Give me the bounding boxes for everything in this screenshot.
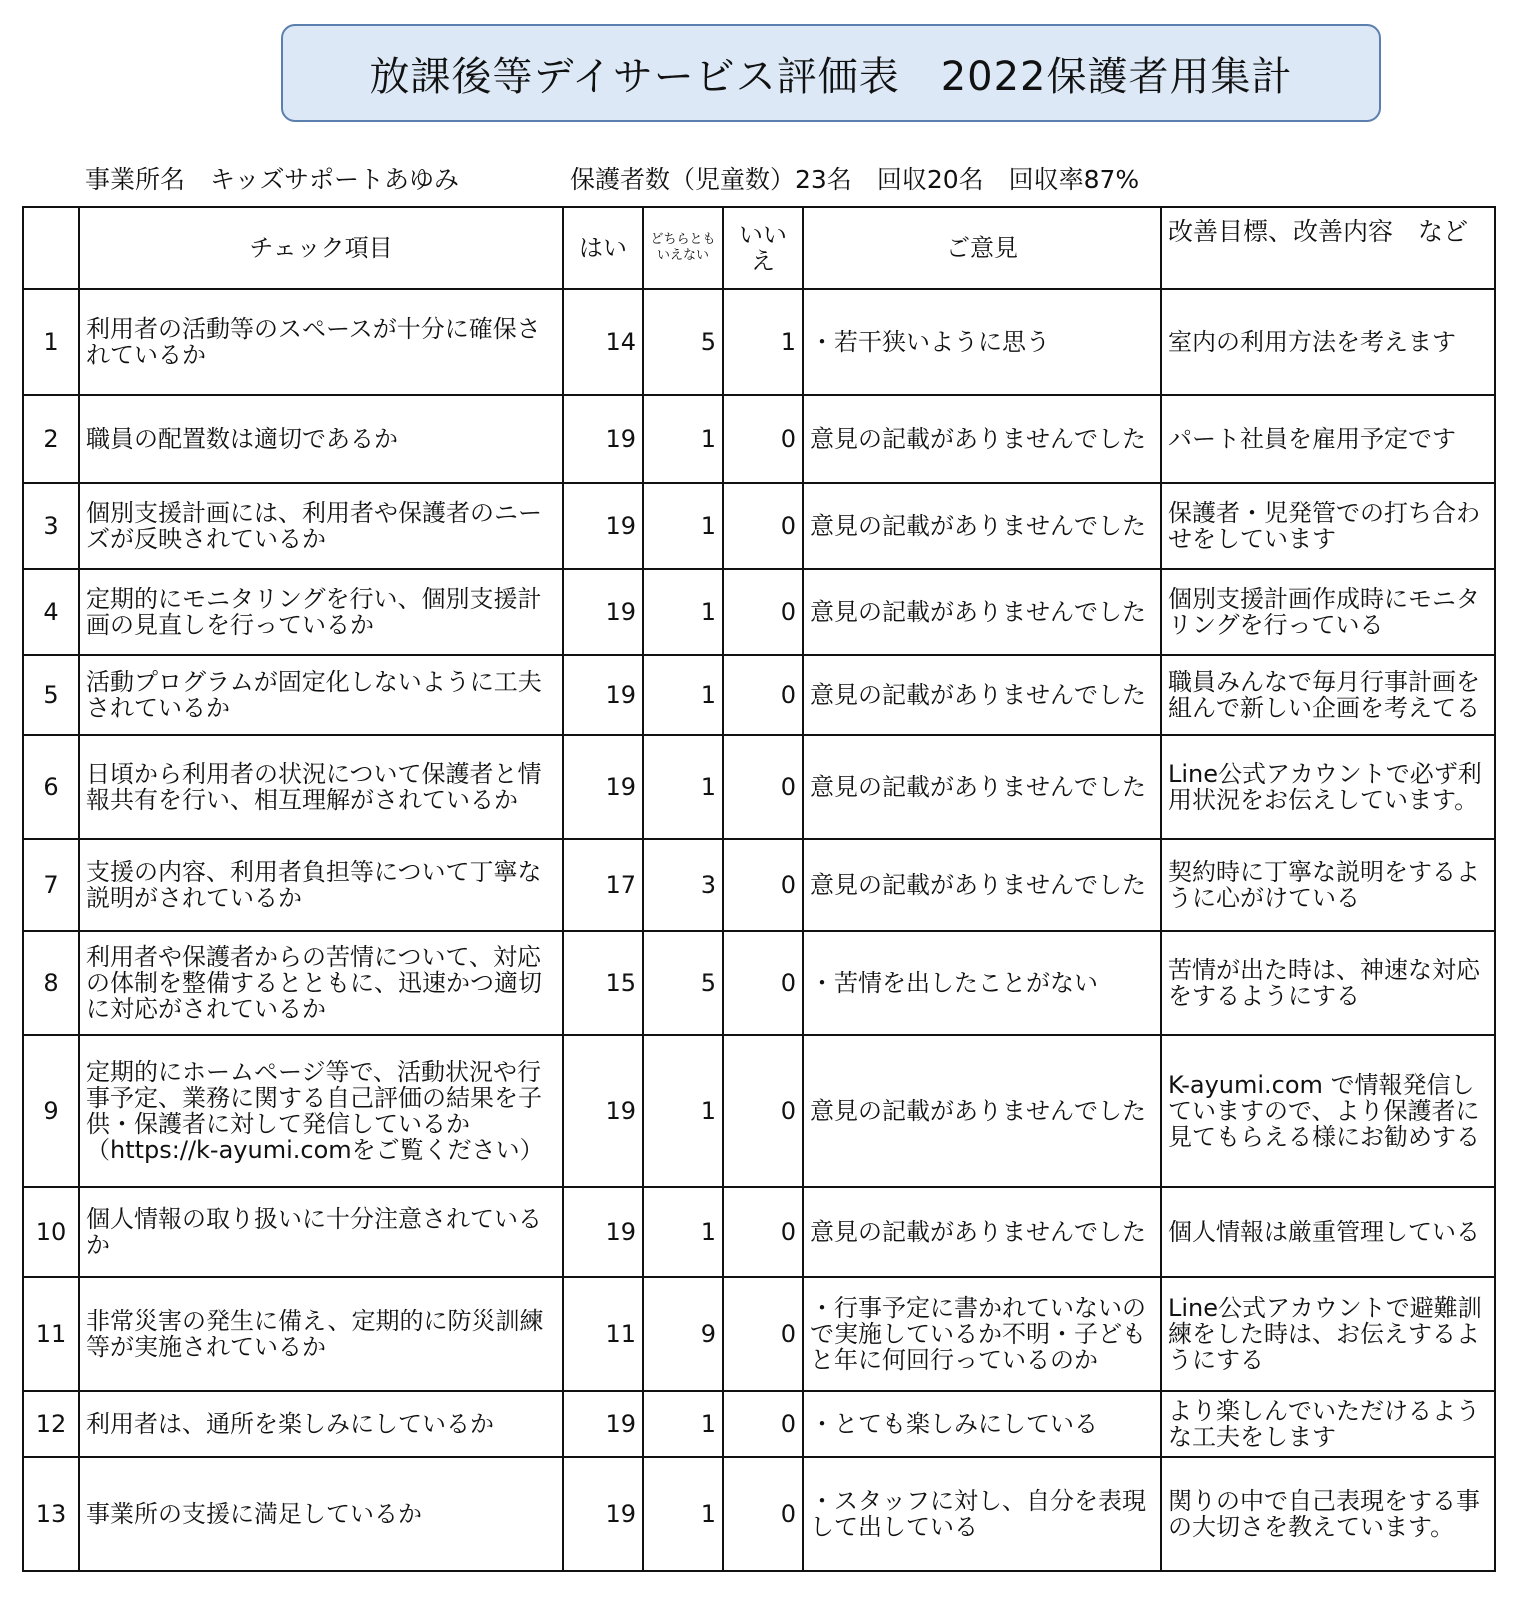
header-neither: どちらとも いえない xyxy=(643,207,723,289)
opinion: ・苦情を出したことがない xyxy=(803,931,1161,1035)
yes-count: 19 xyxy=(563,735,643,839)
neither-count: 9 xyxy=(643,1277,723,1391)
header-check-item: チェック項目 xyxy=(79,207,563,289)
opinion: ・若干狭いように思う xyxy=(803,289,1161,395)
row-number: 9 xyxy=(23,1035,79,1187)
yes-count: 14 xyxy=(563,289,643,395)
yes-count: 19 xyxy=(563,1035,643,1187)
improvement: 苦情が出た時は、神速な対応をするようにする xyxy=(1161,931,1495,1035)
table-row xyxy=(23,655,1495,735)
improvement: パート社員を雇用予定です xyxy=(1161,395,1495,483)
no-count: 0 xyxy=(723,655,803,735)
row-number: 13 xyxy=(23,1457,79,1571)
check-item: 職員の配置数は適切であるか xyxy=(79,395,563,483)
row-number: 11 xyxy=(23,1277,79,1391)
no-count: 0 xyxy=(723,931,803,1035)
check-item: 定期的にモニタリングを行い、個別支援計画の見直しを行っているか xyxy=(79,569,563,655)
neither-count: 1 xyxy=(643,395,723,483)
check-item: 利用者や保護者からの苦情について、対応の体制を整備するとともに、迅速かつ適切に対応がされているか xyxy=(79,931,563,1035)
check-item: 定期的にホームページ等で、活動状況や行事予定、業務に関する自己評価の結果を子供・保護者に対して発信しているか（https://k-ayumi.comをご覧ください） xyxy=(79,1035,563,1187)
no-count: 0 xyxy=(723,1277,803,1391)
opinion: 意見の記載がありませんでした xyxy=(803,1035,1161,1187)
evaluation-table xyxy=(22,206,1496,1572)
yes-count: 17 xyxy=(563,839,643,931)
check-item: 事業所の支援に満足しているか xyxy=(79,1457,563,1571)
improvement: 職員みんなで毎月行事計画を組んで新しい企画を考えてる xyxy=(1161,655,1495,735)
improvement: 個別支援計画作成時にモニタリングを行っている xyxy=(1161,569,1495,655)
row-number: 3 xyxy=(23,483,79,569)
yes-count: 19 xyxy=(563,1391,643,1457)
header-improvement: 改善目標、改善内容 など xyxy=(1161,207,1495,289)
yes-count: 19 xyxy=(563,1457,643,1571)
neither-count: 1 xyxy=(643,1457,723,1571)
improvement: 個人情報は厳重管理している xyxy=(1161,1187,1495,1277)
improvement: 保護者・児発管での打ち合わせをしています xyxy=(1161,483,1495,569)
opinion: 意見の記載がありませんでした xyxy=(803,735,1161,839)
yes-count: 19 xyxy=(563,395,643,483)
neither-count: 5 xyxy=(643,931,723,1035)
table-row xyxy=(23,735,1495,839)
header-opinion: ご意見 xyxy=(803,207,1161,289)
table-row xyxy=(23,289,1495,395)
yes-count: 19 xyxy=(563,483,643,569)
improvement: 契約時に丁寧な説明をするように心がけている xyxy=(1161,839,1495,931)
table-row xyxy=(23,1035,1495,1187)
neither-count: 1 xyxy=(643,483,723,569)
neither-count: 1 xyxy=(643,569,723,655)
yes-count: 19 xyxy=(563,569,643,655)
yes-count: 15 xyxy=(563,931,643,1035)
improvement: Line公式アカウントで必ず利用状況をお伝えしています。 xyxy=(1161,735,1495,839)
neither-count: 3 xyxy=(643,839,723,931)
table-row xyxy=(23,1391,1495,1457)
table-row xyxy=(23,839,1495,931)
table-row xyxy=(23,1277,1495,1391)
neither-count: 5 xyxy=(643,289,723,395)
no-count: 0 xyxy=(723,483,803,569)
improvement: 室内の利用方法を考えます xyxy=(1161,289,1495,395)
neither-count: 1 xyxy=(643,1187,723,1277)
row-number: 2 xyxy=(23,395,79,483)
opinion: 意見の記載がありませんでした xyxy=(803,839,1161,931)
title-box xyxy=(281,24,1381,122)
improvement: Line公式アカウントで避難訓練をした時は、お伝えするようにする xyxy=(1161,1277,1495,1391)
yes-count: 11 xyxy=(563,1277,643,1391)
row-number: 8 xyxy=(23,931,79,1035)
table-row xyxy=(23,569,1495,655)
yes-count: 19 xyxy=(563,655,643,735)
opinion: ・スタッフに対し、自分を表現して出している xyxy=(803,1457,1161,1571)
table-row xyxy=(23,483,1495,569)
row-number: 10 xyxy=(23,1187,79,1277)
opinion: 意見の記載がありませんでした xyxy=(803,569,1161,655)
table-row xyxy=(23,931,1495,1035)
check-item: 支援の内容、利用者負担等について丁寧な説明がされているか xyxy=(79,839,563,931)
row-number: 1 xyxy=(23,289,79,395)
check-item: 個別支援計画には、利用者や保護者のニーズが反映されているか xyxy=(79,483,563,569)
neither-count: 1 xyxy=(643,735,723,839)
improvement: 関りの中で自己表現をする事の大切さを教えています。 xyxy=(1161,1457,1495,1571)
table-row xyxy=(23,1457,1495,1571)
improvement: K-ayumi.com で情報発信していますので、より保護者に見てもらえる様にお勧めする xyxy=(1161,1035,1495,1187)
row-number: 7 xyxy=(23,839,79,931)
no-count: 0 xyxy=(723,839,803,931)
response-stats: 保護者数（児童数）23名 回収20名 回収率87% xyxy=(570,165,1140,194)
opinion: ・とても楽しみにしている xyxy=(803,1391,1161,1457)
neither-count: 1 xyxy=(643,1391,723,1457)
row-number: 4 xyxy=(23,569,79,655)
check-item: 活動プログラムが固定化しないように工夫されているか xyxy=(79,655,563,735)
row-number: 6 xyxy=(23,735,79,839)
row-number: 12 xyxy=(23,1391,79,1457)
check-item: 非常災害の発生に備え、定期的に防災訓練等が実施されているか xyxy=(79,1277,563,1391)
improvement: より楽しんでいただけるような工夫をします xyxy=(1161,1391,1495,1457)
no-count: 0 xyxy=(723,395,803,483)
no-count: 0 xyxy=(723,1035,803,1187)
check-item: 利用者は、通所を楽しみにしているか xyxy=(79,1391,563,1457)
check-item: 利用者の活動等のスペースが十分に確保されているか xyxy=(79,289,563,395)
table-row xyxy=(23,1187,1495,1277)
header-yes: はい xyxy=(563,207,643,289)
neither-count: 1 xyxy=(643,1035,723,1187)
opinion: 意見の記載がありませんでした xyxy=(803,483,1161,569)
no-count: 0 xyxy=(723,1187,803,1277)
office-name: 事業所名 キッズサポートあゆみ xyxy=(85,165,460,194)
neither-count: 1 xyxy=(643,655,723,735)
check-item: 日頃から利用者の状況について保護者と情報共有を行い、相互理解がされているか xyxy=(79,735,563,839)
no-count: 1 xyxy=(723,289,803,395)
no-count: 0 xyxy=(723,1457,803,1571)
no-count: 0 xyxy=(723,569,803,655)
no-count: 0 xyxy=(723,1391,803,1457)
header-no xyxy=(23,207,79,289)
check-item: 個人情報の取り扱いに十分注意されているか xyxy=(79,1187,563,1277)
page-title: 放課後等デイサービス評価表 2022保護者用集計 xyxy=(369,53,1293,100)
header-row xyxy=(23,207,1495,289)
opinion: 意見の記載がありませんでした xyxy=(803,1187,1161,1277)
opinion: 意見の記載がありませんでした xyxy=(803,655,1161,735)
opinion: ・行事予定に書かれていないので実施しているか不明・子どもと年に何回行っているのか xyxy=(803,1277,1161,1391)
header-no-answer: いいえ xyxy=(723,207,803,289)
yes-count: 19 xyxy=(563,1187,643,1277)
row-number: 5 xyxy=(23,655,79,735)
table-row xyxy=(23,395,1495,483)
no-count: 0 xyxy=(723,735,803,839)
opinion: 意見の記載がありませんでした xyxy=(803,395,1161,483)
